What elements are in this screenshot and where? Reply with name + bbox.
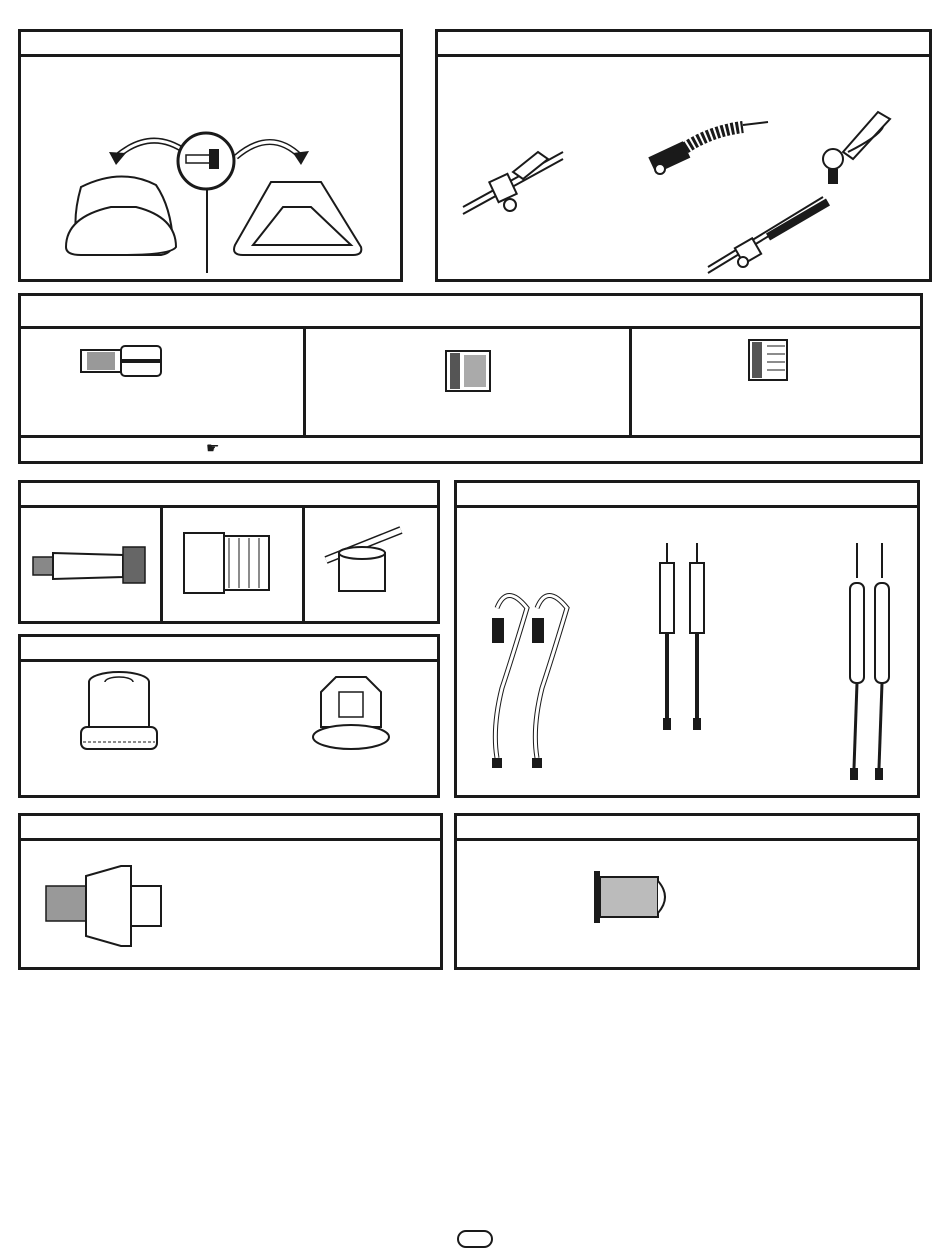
panel-straps [454, 480, 920, 798]
pressure-valve-icon [46, 861, 176, 951]
wand-illustrations [438, 57, 928, 282]
flat-fan-nozzle-icon [311, 672, 391, 757]
wand-coiled-icon [648, 122, 768, 174]
cone-nozzle-icon [79, 672, 159, 757]
panel-valve [18, 813, 443, 970]
panel-header [457, 816, 917, 841]
panel-header [438, 32, 929, 57]
panel-header [21, 637, 437, 662]
panel-header [457, 483, 917, 508]
nozzle-switch-illustration [21, 57, 401, 282]
wand-long-icon [708, 197, 828, 273]
adapter-screen-icon [446, 351, 496, 396]
panel-adapters [18, 293, 923, 464]
panel-header [21, 816, 440, 841]
panel-header [21, 296, 920, 329]
panel-fittings [18, 480, 440, 624]
pointing-hand-icon: ☛ [206, 440, 220, 457]
strap-set-a-icon [477, 578, 587, 778]
filter-screen-icon [594, 871, 674, 931]
panel-header [21, 32, 400, 57]
page-number-badge [457, 1230, 493, 1248]
strap-set-b-icon [652, 538, 722, 748]
nozzle-cap-tool-icon [321, 525, 421, 595]
panel-nozzles [18, 634, 440, 798]
wand-handle-icon [823, 112, 890, 184]
extension-fitting-icon [33, 545, 153, 585]
panel-filter [454, 813, 920, 970]
threaded-nut-icon [184, 528, 274, 598]
wand-shutoff-icon [463, 152, 563, 214]
panel-wands [435, 29, 932, 282]
adapter-washer-icon [749, 340, 794, 385]
adapter-coupler-icon [81, 338, 171, 388]
panel-header [21, 483, 437, 508]
strap-set-c-icon [842, 538, 902, 788]
panel-switching [18, 29, 403, 282]
